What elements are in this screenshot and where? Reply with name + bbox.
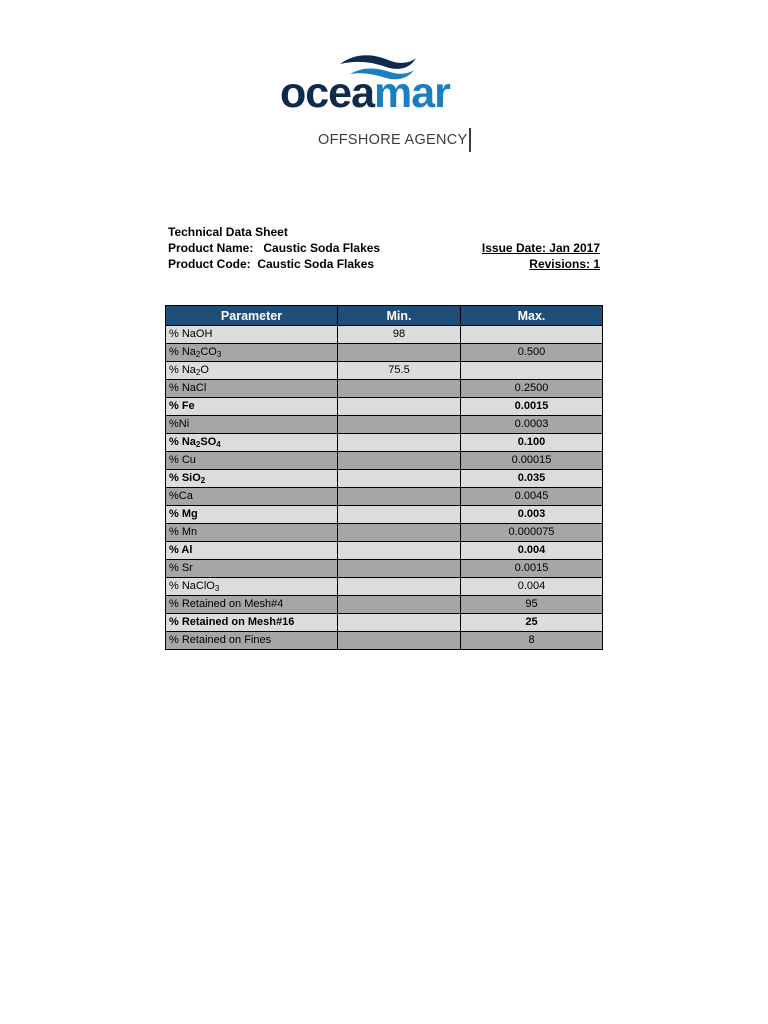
max-cell: 0.003 — [461, 506, 603, 524]
logo-subtitle: OFFSHORE AGENCY — [318, 132, 468, 148]
max-cell: 0.0015 — [461, 560, 603, 578]
max-cell: 0.004 — [461, 542, 603, 560]
min-cell — [338, 506, 461, 524]
max-cell — [461, 326, 603, 344]
table-row — [166, 596, 603, 614]
min-cell — [338, 632, 461, 650]
max-cell — [461, 362, 603, 380]
table-row — [166, 542, 603, 560]
min-cell — [338, 398, 461, 416]
min-cell — [338, 524, 461, 542]
max-cell: 25 — [461, 614, 603, 632]
max-cell: 0.2500 — [461, 380, 603, 398]
logo-wordmark-ocea: ocea — [280, 69, 375, 117]
parameter-subscript: 2 — [195, 440, 201, 449]
product-code-value: Caustic Soda Flakes — [257, 257, 375, 271]
parameter-cell — [166, 524, 338, 542]
logo-divider — [469, 128, 471, 152]
parameter-text: % Cu — [169, 454, 196, 466]
parameter-text: % Retained on Fines — [169, 634, 272, 646]
min-cell — [338, 470, 461, 488]
parameter-text: SO — [200, 436, 217, 448]
parameter-cell — [166, 488, 338, 506]
max-cell: 0.500 — [461, 344, 603, 362]
parameter-cell — [166, 344, 338, 362]
parameter-cell — [166, 362, 338, 380]
max-cell: 8 — [461, 632, 603, 650]
parameter-subscript: 2 — [200, 476, 206, 485]
parameter-subscript: 2 — [195, 368, 201, 377]
parameter-text: % NaClO — [169, 580, 215, 592]
parameter-text: %Ni — [169, 418, 190, 430]
table-row — [166, 344, 603, 362]
min-cell: 98 — [338, 326, 461, 344]
parameter-text: % NaOH — [169, 328, 213, 340]
parameter-text: % Sr — [169, 562, 193, 574]
table-row — [166, 452, 603, 470]
column-header-parameter: Parameter — [166, 306, 338, 326]
table-row — [166, 578, 603, 596]
parameter-text: O — [200, 364, 209, 376]
max-cell: 0.035 — [461, 470, 603, 488]
table-row — [166, 488, 603, 506]
parameter-cell — [166, 596, 338, 614]
min-cell — [338, 434, 461, 452]
parameter-text: % Retained on Mesh#16 — [169, 616, 295, 628]
parameter-text: % Na — [169, 364, 196, 376]
parameter-cell — [166, 416, 338, 434]
table-row — [166, 632, 603, 650]
min-cell — [338, 578, 461, 596]
table-row — [166, 614, 603, 632]
parameter-text: % Na — [169, 346, 196, 358]
max-cell: 0.000075 — [461, 524, 603, 542]
logo-wordmark — [280, 69, 450, 117]
logo-wordmark-mar: mar — [374, 69, 450, 117]
table-row — [166, 506, 603, 524]
revisions: Revisions: 1 — [529, 257, 600, 271]
parameter-subscript: 3 — [214, 584, 220, 593]
max-cell: 0.100 — [461, 434, 603, 452]
parameter-text: %Ca — [169, 490, 193, 502]
min-cell — [338, 488, 461, 506]
max-cell: 0.0015 — [461, 398, 603, 416]
min-cell — [338, 560, 461, 578]
document-header — [168, 224, 600, 272]
table-body — [166, 326, 603, 650]
header-title-row — [168, 224, 600, 240]
issue-date: Issue Date: Jan 2017 — [481, 241, 600, 255]
column-header-min: Min. — [338, 306, 461, 326]
column-header-max: Max. — [461, 306, 603, 326]
parameter-cell — [166, 560, 338, 578]
parameter-text: % Mg — [169, 508, 198, 520]
table-row — [166, 398, 603, 416]
parameter-text: % SiO — [169, 472, 201, 484]
table-header-row — [166, 306, 603, 326]
min-cell — [338, 614, 461, 632]
table-row — [166, 524, 603, 542]
min-cell — [338, 416, 461, 434]
parameter-cell — [166, 452, 338, 470]
parameter-text: CO — [200, 346, 217, 358]
parameter-text: % NaCl — [169, 382, 207, 394]
min-cell — [338, 344, 461, 362]
table-row — [166, 434, 603, 452]
company-logo — [280, 52, 480, 157]
table-row — [166, 416, 603, 434]
max-cell: 0.0003 — [461, 416, 603, 434]
min-cell — [338, 596, 461, 614]
table-row — [166, 326, 603, 344]
table-row — [166, 560, 603, 578]
table-row — [166, 470, 603, 488]
parameter-cell — [166, 632, 338, 650]
parameter-text: % Al — [169, 544, 193, 556]
parameter-cell — [166, 542, 338, 560]
min-cell — [338, 380, 461, 398]
parameter-cell — [166, 434, 338, 452]
max-cell: 95 — [461, 596, 603, 614]
min-cell: 75.5 — [338, 362, 461, 380]
table-row — [166, 362, 603, 380]
parameter-cell — [166, 614, 338, 632]
parameter-subscript: 3 — [216, 350, 222, 359]
max-cell: 0.0045 — [461, 488, 603, 506]
parameter-text: % Na — [169, 436, 196, 448]
header-product-code-row — [168, 256, 600, 272]
min-cell — [338, 452, 461, 470]
parameter-cell — [166, 380, 338, 398]
header-product-name-row — [168, 240, 600, 256]
product-name-value: Caustic Soda Flakes — [263, 241, 381, 255]
parameter-subscript: 4 — [216, 440, 221, 449]
parameter-subscript: 2 — [195, 350, 201, 359]
specification-table — [165, 305, 603, 650]
parameter-cell — [166, 470, 338, 488]
parameter-cell — [166, 398, 338, 416]
product-name-label: Product Name: — [168, 241, 254, 255]
parameter-text: % Fe — [169, 400, 195, 412]
document-title: Technical Data Sheet — [168, 225, 288, 239]
table-row — [166, 380, 603, 398]
parameter-cell — [166, 506, 338, 524]
parameter-cell — [166, 326, 338, 344]
parameter-text: % Mn — [169, 526, 198, 538]
product-code-label: Product Code: — [168, 257, 251, 271]
parameter-cell — [166, 578, 338, 596]
min-cell — [338, 542, 461, 560]
max-cell: 0.004 — [461, 578, 603, 596]
parameter-text: % Retained on Mesh#4 — [169, 598, 284, 610]
max-cell: 0.00015 — [461, 452, 603, 470]
